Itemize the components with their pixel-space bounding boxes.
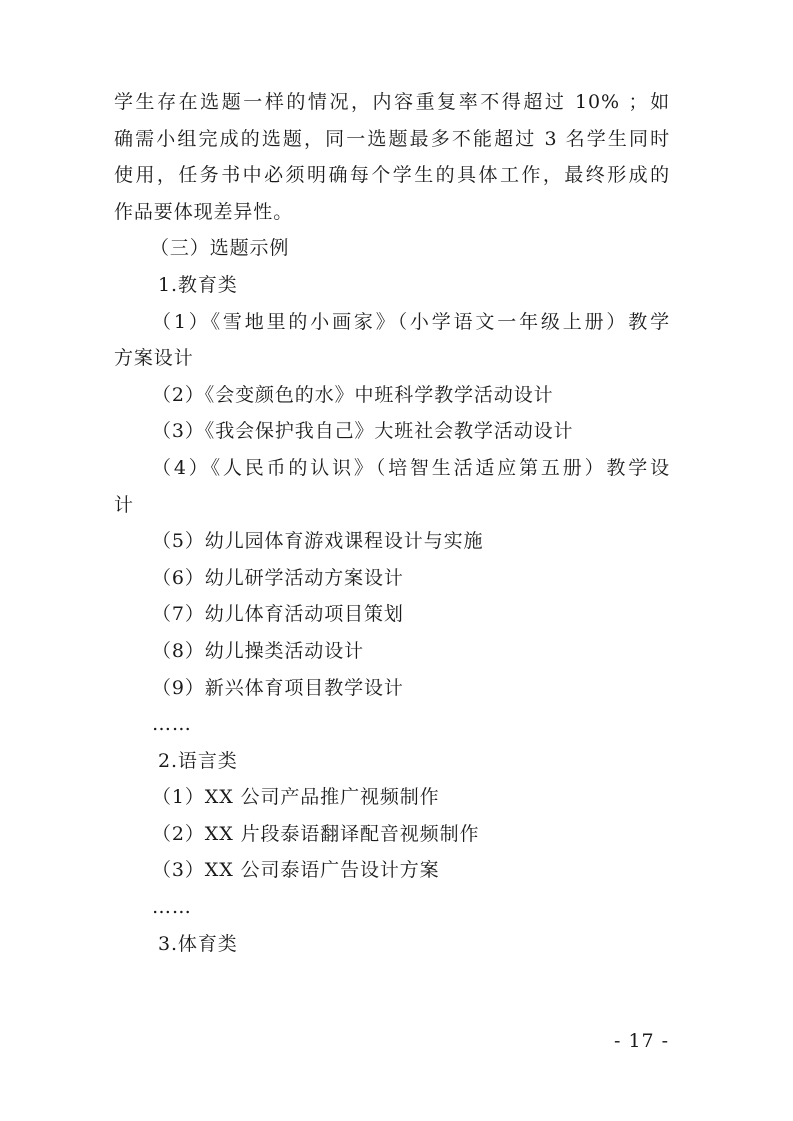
ellipsis: ……: [152, 896, 192, 919]
paragraph-line: 学生存在选题一样的情况，内容重复率不得超过 10% ；如: [114, 91, 670, 113]
list-item: （4）《人民币的认识》（培智生活适应第五册）教学设: [152, 456, 670, 479]
list-item: （8）幼儿操类活动设计: [152, 639, 364, 662]
list-item: （9）新兴体育项目教学设计: [152, 676, 404, 699]
list-item-continuation: 方案设计: [114, 347, 194, 370]
list-item: （5）幼儿园体育游戏课程设计与实施: [152, 530, 484, 553]
page-number: - 17 -: [614, 1030, 670, 1052]
list-item: （2）XX 片段泰语翻译配音视频制作: [152, 822, 480, 845]
list-item-continuation: 计: [114, 493, 134, 516]
list-item: （6）幼儿研学活动方案设计: [152, 566, 404, 589]
category-heading-language: 2.语言类: [158, 749, 238, 772]
paragraph-line: 使用，任务书中必须明确每个学生的具体工作，最终形成的: [114, 164, 670, 187]
paragraph-line: 确需小组完成的选题，同一选题最多不能超过 3 名学生同时: [114, 127, 670, 150]
category-heading-sports: 3.体育类: [158, 932, 238, 955]
list-item: （7）幼儿体育活动项目策划: [152, 603, 404, 626]
list-item: （1）《雪地里的小画家》（小学语文一年级上册）教学: [152, 310, 670, 333]
document-body: [114, 84, 670, 962]
list-item: （3）《我会保护我自己》大班社会教学活动设计: [152, 420, 574, 443]
category-heading-education: 1.教育类: [158, 273, 238, 296]
paragraph-line: 作品要体现差异性。: [114, 200, 294, 223]
list-item: （2）《会变颜色的水》中班科学教学活动设计: [152, 383, 554, 406]
section-heading: （三）选题示例: [150, 237, 290, 260]
list-item: （3）XX 公司泰语广告设计方案: [152, 859, 440, 882]
list-item: （1）XX 公司产品推广视频制作: [152, 786, 440, 809]
ellipsis: ……: [152, 713, 192, 736]
